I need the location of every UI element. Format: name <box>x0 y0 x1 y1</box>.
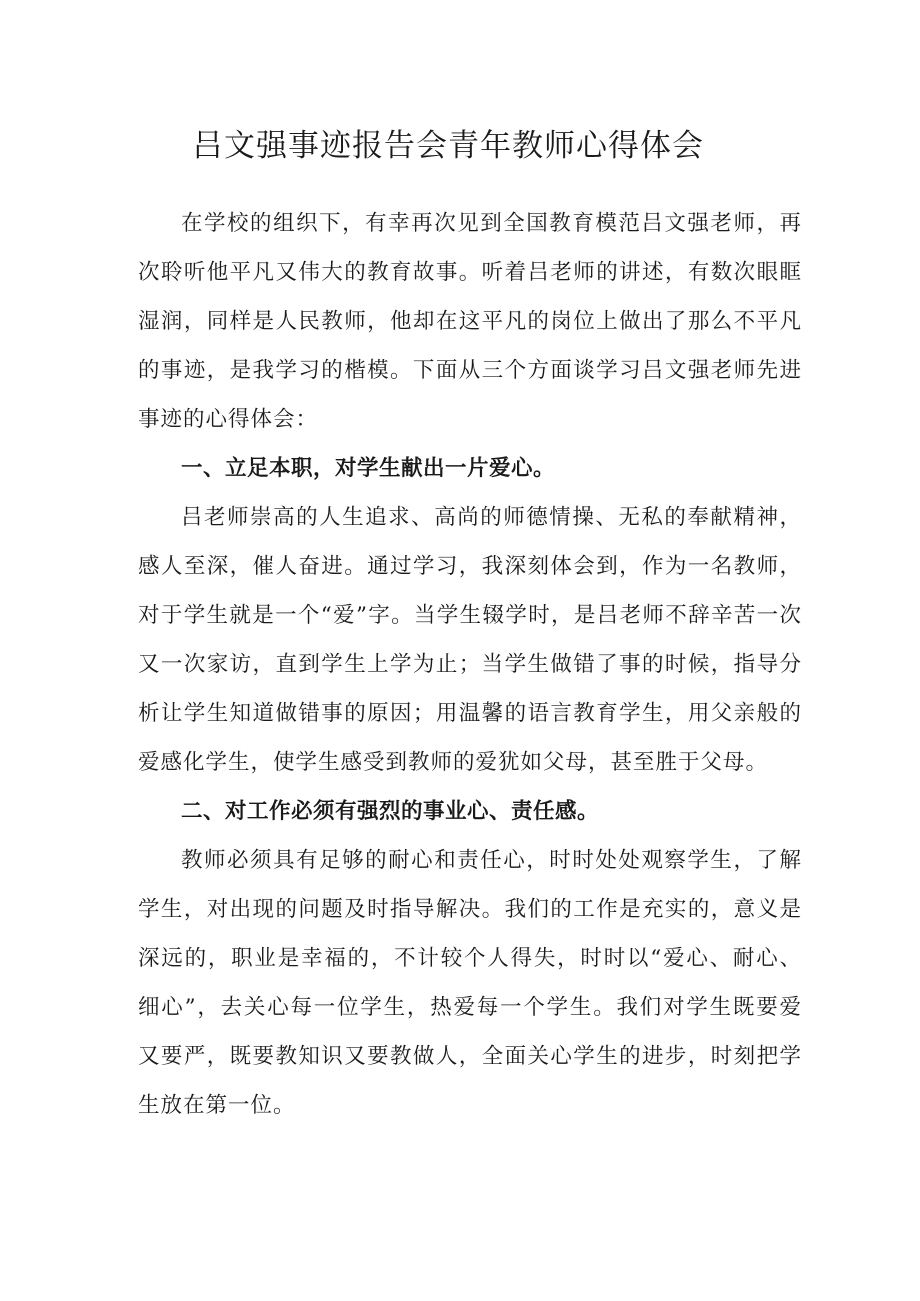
section-heading: 一、立足本职，对学生献出一片爱心。 <box>181 456 556 481</box>
section-2 <box>138 787 802 1130</box>
section-heading: 二、对工作必须有强烈的事业心、责任感。 <box>181 799 600 824</box>
document-body <box>138 199 802 1130</box>
section-paragraph: 吕老师崇高的人生追求、高尚的师德情操、无私的奉献精神，感人至深，催人奋进。通过学习，我深刻体会到，作为一名教师，对于学生就是一个“爱”字。当学生辍学时，是吕老师不辞辛苦一次又一次家访，直到学生上学为止；当学生做错了事的时候，指导分析让学生知道做错事的原因；用温馨的语言教育学生，用父亲般的爱感化学生，使学生感受到教师的爱犹如父母，甚至胜于父母。 <box>138 505 802 775</box>
section-1 <box>138 444 802 787</box>
document-title: 吕文强事迹报告会青年教师心得体会 <box>192 128 704 164</box>
section-paragraph: 教师必须具有足够的耐心和责任心，时时处处观察学生，了解学生，对出现的问题及时指导解决。我们的工作是充实的，意义是深远的，职业是幸福的，不计较个人得失，时时以“爱心、耐心、细心”，去关心每一位学生，热爱每一个学生。我们对学生既要爱又要严，既要教知识又要教做人，全面关心学生的进步，时刻把学生放在第一位。 <box>138 848 802 1118</box>
intro-paragraph: 在学校的组织下，有幸再次见到全国教育模范吕文强老师，再次聆听他平凡又伟大的教育故事。听着吕老师的讲述，有数次眼眶湿润，同样是人民教师，他却在这平凡的岗位上做出了那么不平凡的事迹，是我学习的楷模。下面从三个方面谈学习吕文强老师先进事迹的心得体会： <box>138 211 802 432</box>
